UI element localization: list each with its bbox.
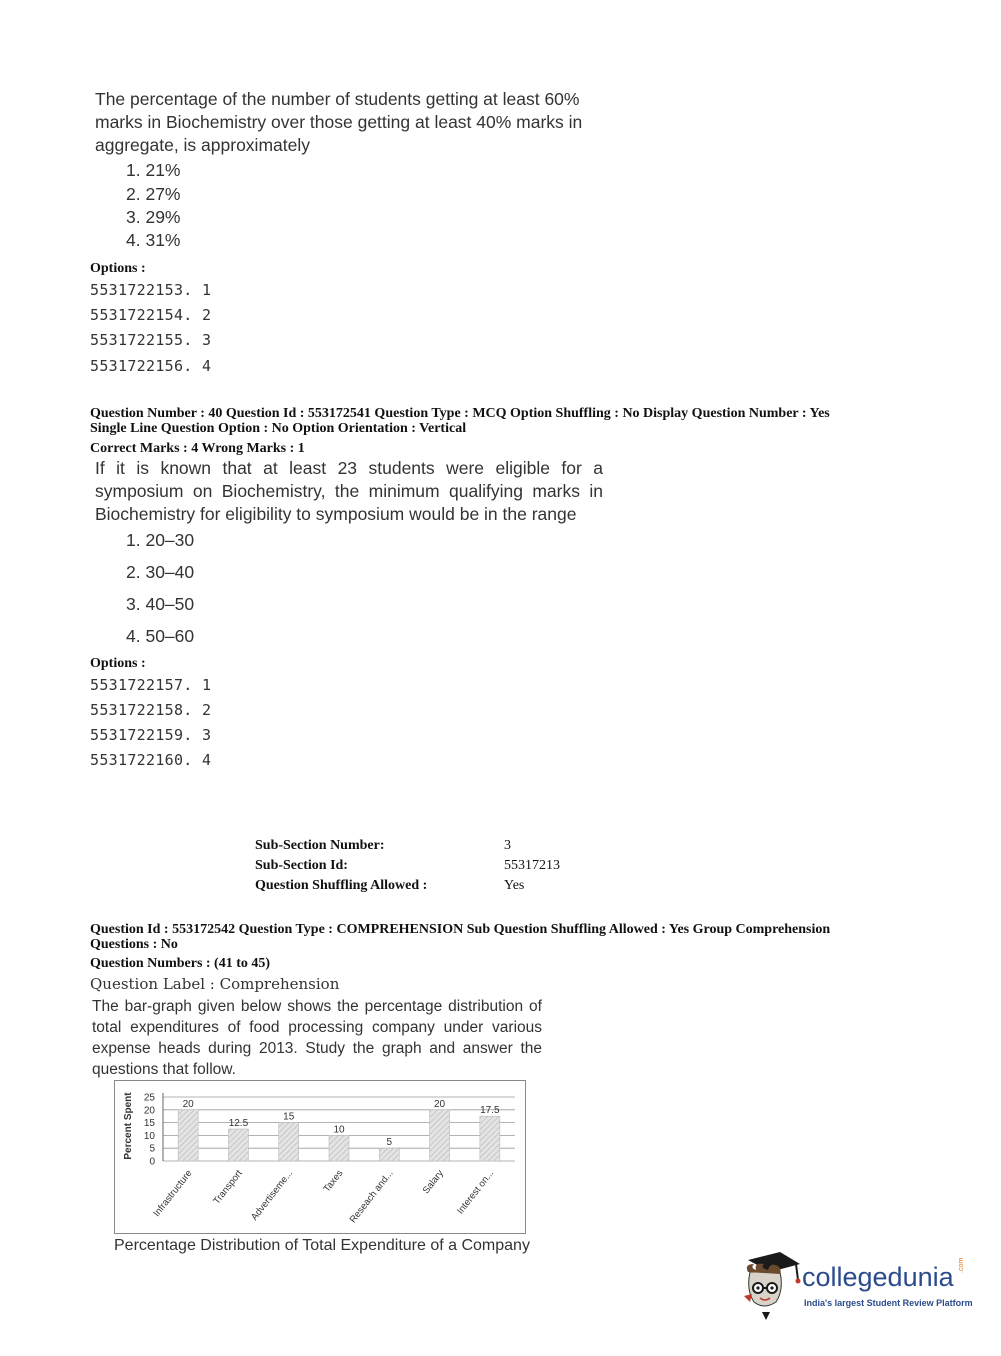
q40-choice: 4. 50–60 xyxy=(126,626,195,646)
comprehension-meta-line: Questions : No xyxy=(90,937,178,952)
subsection-number-value: 3 xyxy=(504,838,511,853)
q40-meta xyxy=(90,406,890,436)
chart-bar xyxy=(430,1110,450,1161)
subsection-id-label: Sub-Section Id: xyxy=(255,858,348,873)
chart-category-label: Transport xyxy=(211,1168,245,1207)
chart-category-label: Salary xyxy=(420,1168,446,1197)
q39-choice: 3. 29% xyxy=(126,207,181,227)
q40-text-line: If it is known that at least 23 students were eligible for a xyxy=(95,458,603,478)
chart-category-label: Interest on... xyxy=(455,1168,497,1217)
comprehension-meta xyxy=(90,922,890,952)
brand-name: collegedunia xyxy=(802,1262,954,1292)
q39-option-item: 5531722153. 1 xyxy=(90,281,212,299)
mascot-icon xyxy=(740,1250,802,1320)
q39-option-item: 5531722156. 4 xyxy=(90,357,212,375)
chart-ytick-label: 5 xyxy=(149,1143,155,1155)
q39-options-label: Options : xyxy=(90,261,146,276)
brand-suffix: .com xyxy=(958,1257,965,1273)
chart-value-label: 12.5 xyxy=(228,1118,249,1129)
q39-text-line: marks in Biochemistry over those getting at least 40% marks in xyxy=(95,112,583,132)
q39-choice: 1. 21% xyxy=(126,160,181,180)
q40-choice: 1. 20–30 xyxy=(126,530,195,550)
chart-value-label: 15 xyxy=(283,1111,295,1123)
q39-choice: 4. 31% xyxy=(126,230,181,250)
brand-tagline: India's largest Student Review Platform xyxy=(804,1298,973,1308)
q40-text-line: Biochemistry for eligibility to symposium would be in the range xyxy=(95,504,577,524)
chart-bar xyxy=(480,1116,500,1161)
chart-value-label: 5 xyxy=(386,1137,393,1149)
q40-option-item: 5531722158. 2 xyxy=(90,701,212,719)
q39-option-item: 5531722154. 2 xyxy=(90,306,212,324)
chart-category-label: Advertiseme... xyxy=(249,1168,296,1223)
q40-text-line: symposium on Biochemistry, the minimum qualifying marks in xyxy=(95,481,603,501)
comprehension-text xyxy=(92,996,542,1080)
chart-value-label: 20 xyxy=(182,1098,194,1110)
comprehension-text-line: expense heads during 2013. Study the graph and answer the xyxy=(92,1040,542,1057)
chart-bar xyxy=(178,1110,198,1161)
q40-meta-line: Question Number : 40 Question Id : 553172541 Question Type : MCQ Option Shuffling : No Display Question Number : Yes xyxy=(90,406,830,421)
expenditure-chart-svg xyxy=(115,1081,525,1233)
q39-choice: 2. 27% xyxy=(126,184,181,204)
chart-ytick-label: 15 xyxy=(143,1118,155,1130)
comprehension-numbers: Question Numbers : (41 to 45) xyxy=(90,956,271,971)
chart-ytick-label: 20 xyxy=(143,1105,155,1117)
chart-bar xyxy=(279,1123,299,1161)
q40-choice: 2. 30–40 xyxy=(126,562,195,582)
chart-value-label: 10 xyxy=(333,1124,345,1136)
chart-ytick-label: 25 xyxy=(143,1092,155,1104)
chart-ytick-label: 10 xyxy=(143,1130,155,1142)
chart-bar xyxy=(379,1148,399,1161)
chart-value-label: 17.5 xyxy=(480,1105,500,1117)
subsection-number-label: Sub-Section Number: xyxy=(255,838,385,853)
chart-category-label: Infrastructure xyxy=(151,1168,195,1219)
q39-text xyxy=(95,88,605,157)
comprehension-text-line: The bar-graph given below shows the percentage distribution of xyxy=(92,998,542,1015)
chart-ylabel: Percent Spent xyxy=(123,1092,134,1160)
q40-marks: Correct Marks : 4 Wrong Marks : 1 xyxy=(90,441,305,456)
q40-choice: 3. 40–50 xyxy=(126,594,195,614)
q40-text xyxy=(95,457,603,526)
chart-bar xyxy=(228,1129,248,1161)
comprehension-text-line: questions that follow. xyxy=(92,1061,236,1078)
chart-caption: Percentage Distribution of Total Expenditure of a Company xyxy=(114,1237,530,1254)
chart-bar xyxy=(329,1135,349,1161)
comprehension-label: Question Label : Comprehension xyxy=(90,975,340,993)
q40-option-item: 5531722157. 1 xyxy=(90,676,212,694)
expenditure-chart xyxy=(114,1080,526,1234)
q39-text-line: The percentage of the number of students getting at least 60% xyxy=(95,89,580,109)
chart-category-label: Reseach and... xyxy=(347,1168,396,1226)
q40-option-item: 5531722159. 3 xyxy=(90,726,212,744)
subsection-shuffle-value: Yes xyxy=(504,878,525,893)
q39-text-line: aggregate, is approximately xyxy=(95,135,310,155)
subsection-id-value: 55317213 xyxy=(504,858,560,873)
q39-option-item: 5531722155. 3 xyxy=(90,331,212,349)
comprehension-meta-line: Question Id : 553172542 Question Type : COMPREHENSION Sub Question Shuffling Allowed : Yes Group Comprehension xyxy=(90,922,831,937)
q40-meta-line: Single Line Question Option : No Option Orientation : Vertical xyxy=(90,421,467,436)
chart-ytick-label: 0 xyxy=(149,1156,155,1168)
chart-value-label: 20 xyxy=(434,1098,446,1110)
q40-option-item: 5531722160. 4 xyxy=(90,751,212,769)
chart-category-label: Taxes xyxy=(321,1168,346,1195)
q40-options-label: Options : xyxy=(90,656,146,671)
subsection-shuffle-label: Question Shuffling Allowed : xyxy=(255,878,428,893)
comprehension-text-line: total expenditures of food processing company under various xyxy=(92,1019,542,1036)
